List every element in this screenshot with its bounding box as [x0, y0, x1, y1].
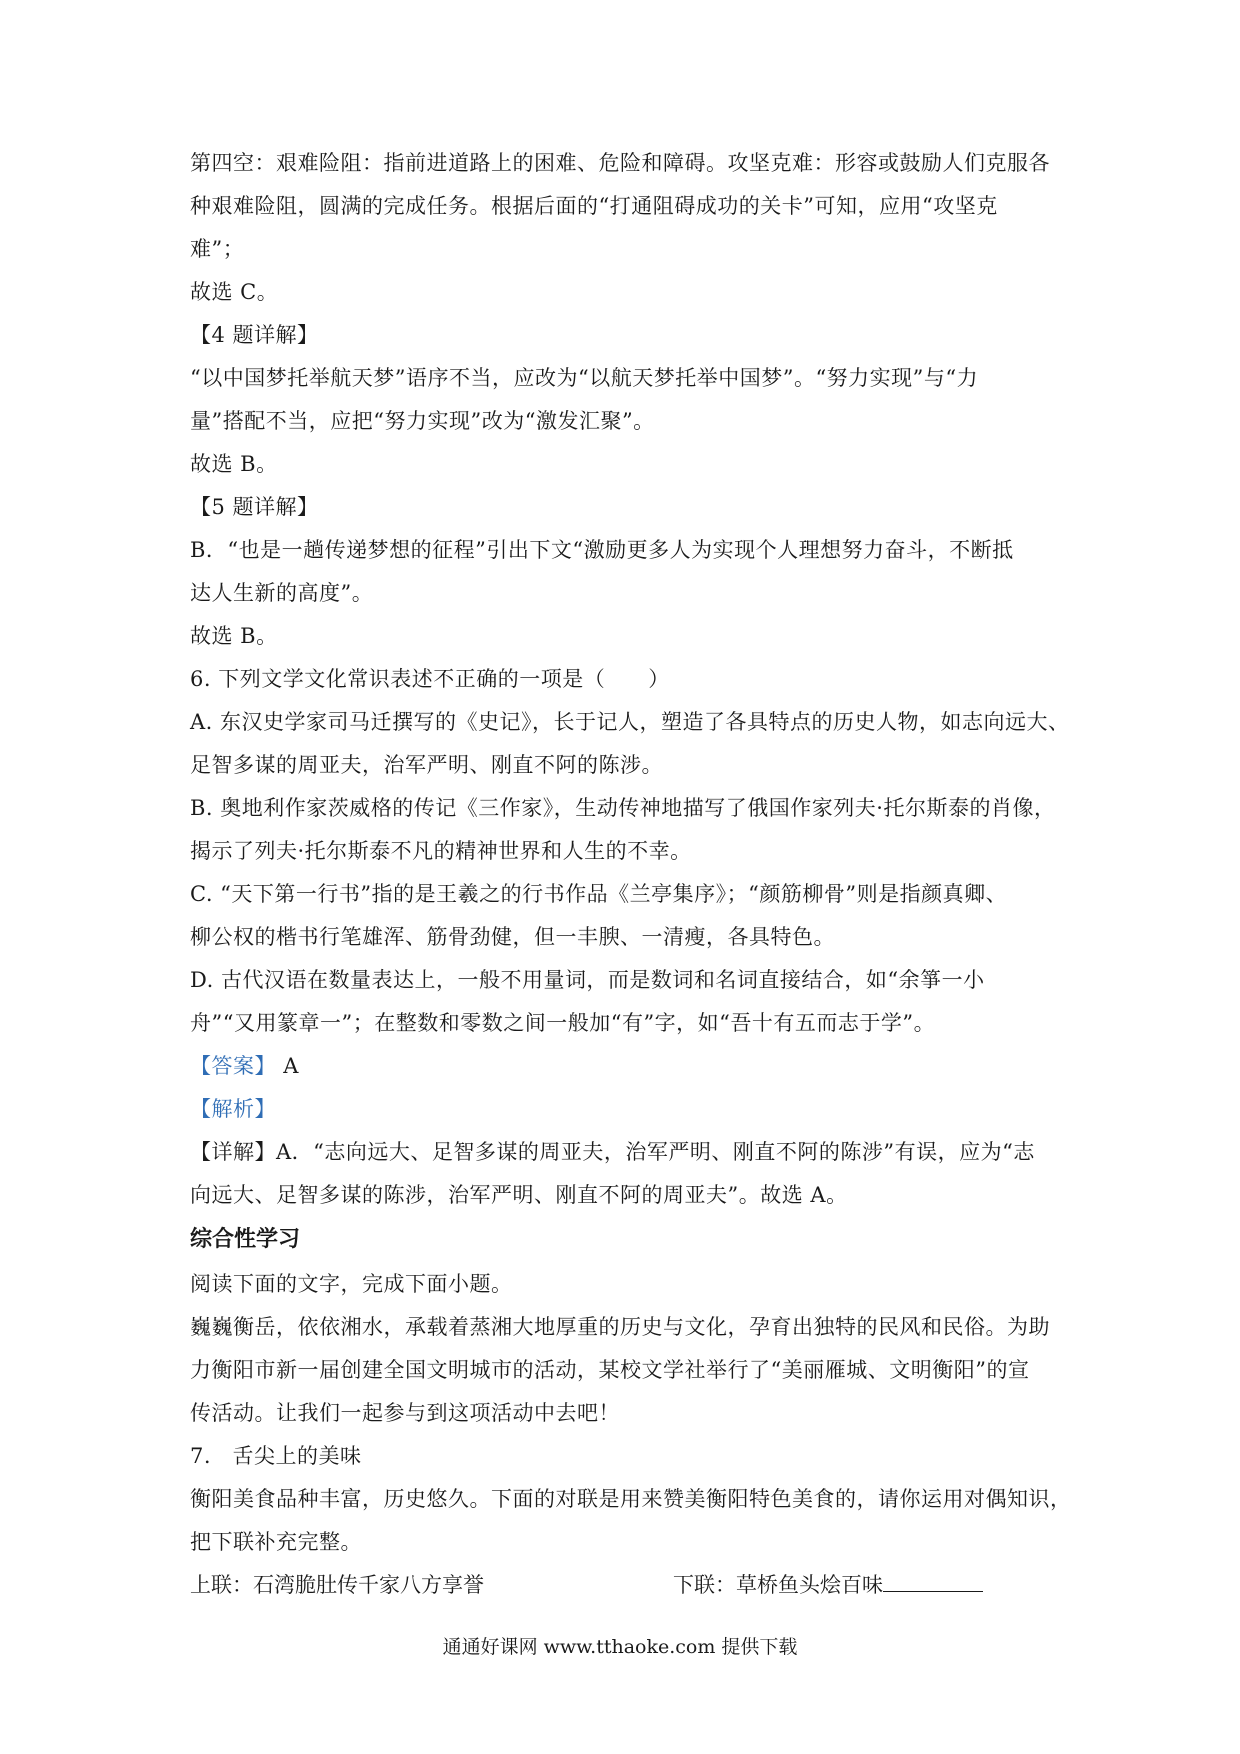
option-line: 揭示了列夫·托尔斯泰不凡的精神世界和人生的不幸。: [190, 839, 692, 863]
footer-credit: 通通好课网 www.tthaoke.com 提供下载: [442, 1636, 798, 1658]
option-line: 柳公权的楷书行笔雄浑、筋骨劲健，但一丰腴、一清瘦，各具特色。: [190, 925, 835, 949]
text-line: 【4 题详解】: [190, 323, 319, 347]
couplet-upper: 上联：石湾脆肚传千家八方享誉: [190, 1573, 484, 1597]
answer-tag: 【答案】: [190, 1054, 276, 1078]
text-line: 传活动。让我们一起参与到这项活动中去吧！: [190, 1401, 620, 1425]
text-line: 种艰难险阻，圆满的完成任务。根据后面的“打通阻碍成功的关卡”可知，应用“攻坚克: [190, 194, 998, 218]
couplet-lower-wrap: [673, 1564, 983, 1607]
text-line: 阅读下面的文字，完成下面小题。: [190, 1272, 513, 1296]
detail-line: 向远大、足智多谋的陈涉，治军严明、刚直不阿的周亚夫”。故选 A。: [190, 1183, 848, 1207]
document-body: [190, 142, 1072, 1607]
question-stem: 7. 舌尖上的美味: [190, 1444, 362, 1468]
text-line: 巍巍衡岳，依依湘水，承载着蒸湘大地厚重的历史与文化，孕育出独特的民风和民俗。为助: [190, 1315, 1050, 1339]
detail-line: 【详解】A．“志向远大、足智多谋的周亚夫，治军严明、刚直不阿的陈涉”有误，应为“志: [190, 1140, 1035, 1164]
option-line: 足智多谋的周亚夫，治军严明、刚直不阿的陈涉。: [190, 753, 663, 777]
option-line: D. 古代汉语在数量表达上，一般不用量词，而是数词和名词直接结合，如“余箏一小: [190, 968, 985, 992]
text-line: 故选 B。: [190, 624, 278, 648]
text-line: 衡阳美食品种丰富，历史悠久。下面的对联是用来赞美衡阳特色美食的，请你运用对偶知识，: [190, 1487, 1072, 1511]
analysis-line: [190, 1088, 1060, 1131]
couplet-row: [190, 1564, 1060, 1607]
option-line: 舟”“又用篆章一”；在整数和零数之间一般加“有”字，如“吾十有五而志于学”。: [190, 1011, 936, 1035]
text-line: 【5 题详解】: [190, 495, 319, 519]
text-line: 故选 C。: [190, 280, 279, 304]
text-line: 量”搭配不当，应把“努力实现”改为“激发汇聚”。: [190, 409, 655, 433]
option-line: C. “天下第一行书”指的是王羲之的行书作品《兰亭集序》；“颜筋柳骨”则是指颜真卿、: [190, 882, 1008, 906]
text-line: 故选 B。: [190, 452, 278, 476]
section-heading: 综合性学习: [190, 1227, 301, 1252]
text-line: 把下联补充完整。: [190, 1530, 362, 1554]
question-stem: 6. 下列文学文化常识表述不正确的一项是（ ）: [190, 667, 670, 691]
text-line: 难”；: [190, 237, 245, 261]
option-line: A. 东汉史学家司马迁撰写的《史记》，长于记人，塑造了各具特点的历史人物，如志向远大、: [190, 710, 1070, 734]
option-line: B. 奥地利作家茨威格的传记《三作家》，生动传神地描写了俄国作家列夫·托尔斯泰的肖像，: [190, 796, 1056, 820]
text-line: 力衡阳市新一届创建全国文明城市的活动，某校文学社举行了“美丽雁城、文明衡阳”的宣: [190, 1358, 1030, 1382]
text-line: 第四空：艰难险阻：指前进道路上的困难、危险和障碍。攻坚克难：形容或鼓励人们克服各: [190, 151, 1050, 175]
analysis-tag: 【解析】: [190, 1097, 276, 1121]
couplet-lower: 下联：草桥鱼头烩百味: [673, 1573, 883, 1597]
answer-line: [190, 1045, 1060, 1088]
text-line: B．“也是一趟传递梦想的征程”引出下文“激励更多人为实现个人理想努力奋斗，不断抵: [190, 538, 1014, 562]
text-line: “以中国梦托举航天梦”语序不当，应改为“以航天梦托举中国梦”。“努力实现”与“力: [190, 366, 979, 390]
answer-value: A: [283, 1054, 299, 1078]
answer-blank[interactable]: [883, 1571, 983, 1592]
text-line: 达人生新的高度”。: [190, 581, 374, 605]
